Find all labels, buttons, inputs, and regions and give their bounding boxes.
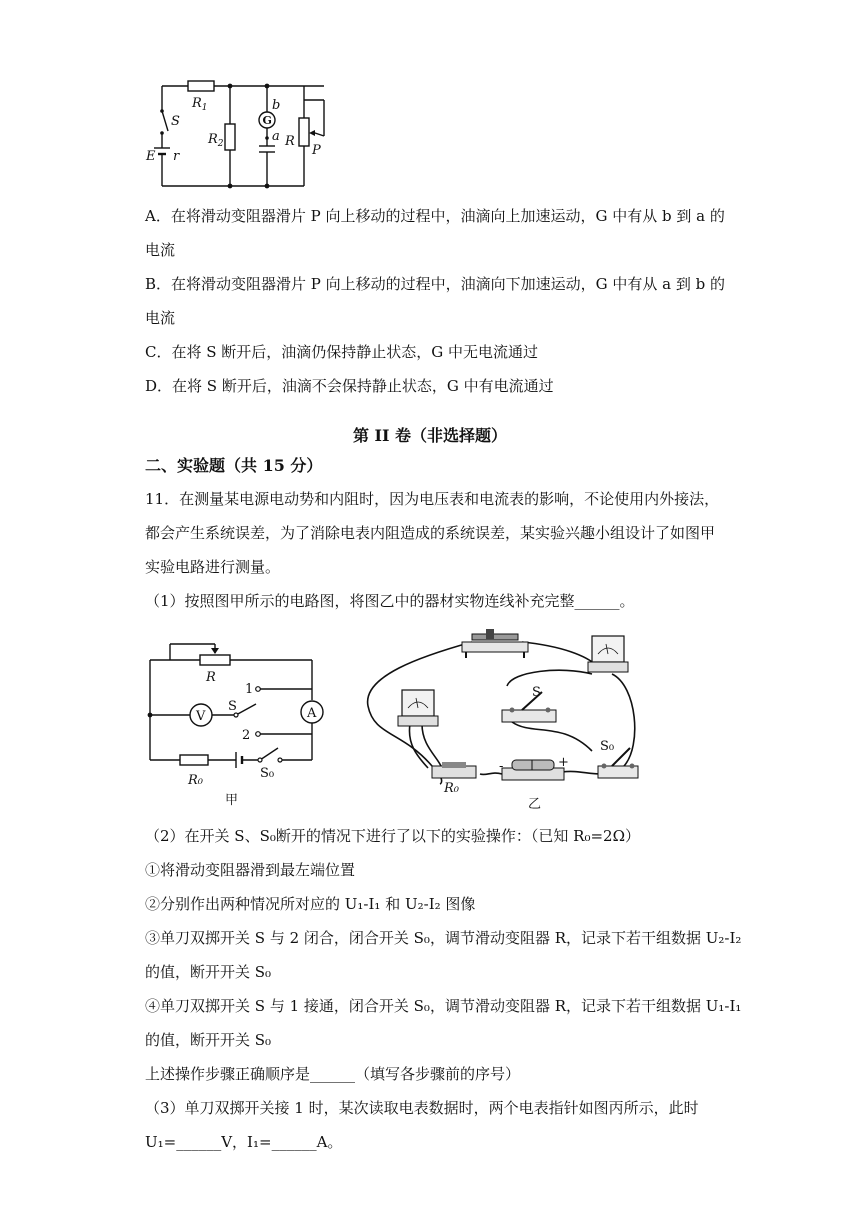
q11-part3-answer: U₁=______V，I₁=______A。: [145, 1133, 343, 1151]
label-R1: $R_1$: [192, 96, 208, 113]
ammeter-apparatus: [588, 636, 628, 672]
q11-part3: （3）单刀双掷开关接 1 时，某次读取电表数据时，两个电表指针如图丙所示，此时: [145, 1099, 699, 1117]
q11-part2: （2）在开关 S、S₀断开的情况下进行了以下的实验操作：（已知 R₀=2Ω）: [145, 827, 641, 845]
option-d: D．在将 S 断开后，油滴不会保持静止状态，G 中有电流通过: [145, 377, 554, 395]
yi-battery-minus: -: [499, 759, 504, 774]
step-4-line2: 的值，断开开关 S₀: [145, 1031, 272, 1049]
caption-jia: 甲: [225, 793, 239, 808]
galvanometer-G: G: [262, 114, 272, 127]
step-2: ②分别作出两种情况所对应的 U₁-I₁ 和 U₂-I₂ 图像: [145, 895, 476, 913]
yi-label-S: S: [532, 685, 541, 700]
q11-line3: 实验电路进行测量。: [145, 558, 281, 576]
apparatus-diagram-yi: [362, 626, 652, 814]
step-4-line1: ④单刀双掷开关 S 与 1 接通，闭合开关 S₀，调节滑动变阻器 R，记录下若干组数据 U₁-I₁: [145, 997, 742, 1015]
resistor-r0-apparatus: [432, 762, 476, 778]
step-3-line1: ③单刀双掷开关 S 与 2 闭合，闭合开关 S₀，调节滑动变阻器 R，记录下若干组数据 U₂-I₂: [145, 929, 742, 947]
jia-label-S0: S₀: [260, 766, 275, 781]
jia-label-R: R: [206, 670, 216, 685]
jia-contact-1: 1: [245, 682, 254, 697]
top-circuit-diagram: [140, 76, 340, 192]
yi-label-S0: S₀: [600, 739, 615, 754]
section-heading: 二、实验题（共 15 分）: [145, 456, 323, 475]
label-a: a: [272, 129, 280, 144]
voltmeter-apparatus: [398, 690, 438, 726]
q11-part1: （1）按照图甲所示的电路图，将图乙中的器材实物连线补充完整______。: [145, 592, 635, 610]
q11-line1: 11．在测量某电源电动势和内阻时，因为电压表和电流表的影响，不论使用内外接法，: [145, 490, 720, 508]
caption-yi: 乙: [528, 797, 542, 812]
label-R2: $R_2$: [208, 132, 224, 149]
battery-apparatus: [502, 760, 564, 780]
switch-s-apparatus: [502, 692, 556, 722]
option-c: C．在将 S 断开后，油滴仍保持静止状态，G 中无电流通过: [145, 343, 539, 361]
yi-battery-plus: +: [558, 755, 569, 770]
volume-title: 第 II 卷（非选择题）: [352, 426, 508, 445]
label-P: P: [312, 143, 321, 158]
option-a-line1: A．在将滑动变阻器滑片 P 向上移动的过程中，油滴向上加速运动，G 中有从 b 到 a 的: [145, 207, 725, 225]
order-question: 上述操作步骤正确顺序是______（填写各步骤前的序号）: [145, 1065, 521, 1083]
q11-line2: 都会产生系统误差，为了消除电表内阻造成的系统误差，某实验兴趣小组设计了如图甲: [145, 524, 716, 542]
label-b: b: [272, 98, 281, 113]
jia-contact-2: 2: [242, 728, 251, 743]
yi-label-R0: R₀: [444, 781, 459, 796]
option-b-line1: B．在将滑动变阻器滑片 P 向上移动的过程中，油滴向下加速运动，G 中有从 a 到 b 的: [145, 275, 726, 293]
step-3-line2: 的值，断开开关 S₀: [145, 963, 272, 981]
option-a-line2: 电流: [145, 241, 176, 259]
step-1: ①将滑动变阻器滑到最左端位置: [145, 861, 356, 879]
ammeter-A: A: [307, 706, 317, 721]
circuit-diagram-jia: [140, 638, 330, 814]
jia-label-S: S: [228, 699, 237, 714]
jia-label-R0: R₀: [188, 773, 203, 788]
label-r: r: [173, 149, 180, 164]
option-b-line2: 电流: [145, 309, 176, 327]
label-E: E: [146, 149, 156, 164]
voltmeter-V: V: [196, 709, 206, 724]
label-S: S: [171, 114, 180, 129]
label-R: R: [285, 134, 295, 149]
rheostat-apparatus: [462, 629, 528, 658]
